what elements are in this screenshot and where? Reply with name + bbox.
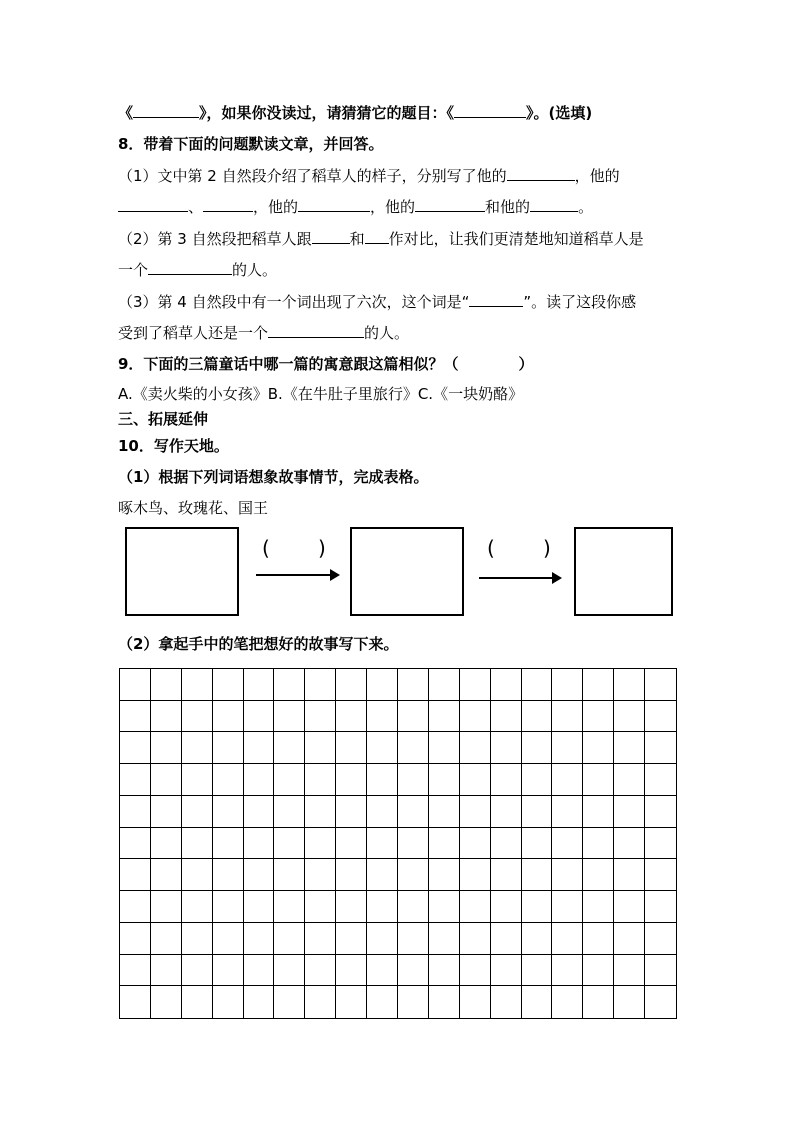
grid-cell[interactable] — [213, 828, 244, 860]
grid-cell[interactable] — [336, 955, 367, 987]
grid-cell[interactable] — [305, 891, 336, 923]
grid-cell[interactable] — [336, 669, 367, 701]
grid-cell[interactable] — [305, 669, 336, 701]
grid-cell[interactable] — [460, 828, 491, 860]
grid-cell[interactable] — [460, 701, 491, 733]
grid-cell[interactable] — [645, 669, 676, 701]
grid-cell[interactable] — [552, 796, 583, 828]
grid-cell[interactable] — [336, 764, 367, 796]
grid-cell[interactable] — [367, 732, 398, 764]
grid-cell[interactable] — [213, 955, 244, 987]
grid-cell[interactable] — [552, 828, 583, 860]
grid-cell[interactable] — [274, 669, 305, 701]
grid-cell[interactable] — [429, 859, 460, 891]
grid-cell[interactable] — [522, 701, 553, 733]
grid-cell[interactable] — [429, 764, 460, 796]
grid-cell[interactable] — [182, 828, 213, 860]
grid-cell[interactable] — [552, 955, 583, 987]
paren-close-1: ) — [318, 536, 326, 560]
grid-cell[interactable] — [614, 764, 645, 796]
grid-cell[interactable] — [645, 986, 676, 1018]
grid-cell[interactable] — [645, 859, 676, 891]
grid-cell[interactable] — [120, 701, 151, 733]
grid-cell[interactable] — [274, 796, 305, 828]
blank-kind-of-person[interactable] — [148, 259, 232, 275]
blank-person-quality[interactable] — [268, 322, 364, 338]
grid-cell[interactable] — [645, 701, 676, 733]
question-8-title: 8．带着下面的问题默读文章，并回答。 — [118, 135, 384, 153]
grid-cell[interactable] — [614, 986, 645, 1018]
grid-cell[interactable] — [583, 796, 614, 828]
grid-cell[interactable] — [120, 732, 151, 764]
grid-cell[interactable] — [491, 891, 522, 923]
grid-cell[interactable] — [305, 859, 336, 891]
grid-cell[interactable] — [182, 859, 213, 891]
grid-cell[interactable] — [583, 828, 614, 860]
grid-cell[interactable] — [336, 796, 367, 828]
grid-cell[interactable] — [305, 986, 336, 1018]
grid-cell[interactable] — [274, 891, 305, 923]
grid-cell[interactable] — [645, 796, 676, 828]
grid-cell[interactable] — [120, 764, 151, 796]
grid-cell[interactable] — [552, 732, 583, 764]
grid-cell[interactable] — [398, 891, 429, 923]
grid-cell[interactable] — [213, 891, 244, 923]
grid-cell[interactable] — [429, 986, 460, 1018]
grid-cell[interactable] — [398, 859, 429, 891]
grid-cell[interactable] — [398, 923, 429, 955]
grid-cell[interactable] — [491, 732, 522, 764]
grid-cell[interactable] — [645, 955, 676, 987]
grid-cell[interactable] — [429, 891, 460, 923]
grid-cell[interactable] — [645, 764, 676, 796]
q8-p1-line1: （1）文中第 2 自然段介绍了稻草人的样子，分别写了他的 ，他的 — [118, 167, 620, 185]
grid-cell[interactable] — [583, 923, 614, 955]
paren-close-2: ) — [543, 536, 551, 560]
grid-cell[interactable] — [460, 955, 491, 987]
grid-cell[interactable] — [274, 764, 305, 796]
grid-cell[interactable] — [244, 986, 275, 1018]
blank-appearance-3[interactable] — [203, 196, 253, 212]
grid-cell[interactable] — [367, 891, 398, 923]
grid-cell[interactable] — [274, 701, 305, 733]
grid-cell[interactable] — [244, 701, 275, 733]
paren-open-1: ( — [262, 536, 270, 560]
grid-cell[interactable] — [336, 986, 367, 1018]
grid-cell[interactable] — [367, 986, 398, 1018]
grid-cell[interactable] — [491, 986, 522, 1018]
grid-cell[interactable] — [244, 859, 275, 891]
grid-cell[interactable] — [244, 764, 275, 796]
grid-cell[interactable] — [274, 732, 305, 764]
grid-cell[interactable] — [552, 923, 583, 955]
grid-cell[interactable] — [274, 923, 305, 955]
grid-cell[interactable] — [244, 955, 275, 987]
grid-cell[interactable] — [182, 701, 213, 733]
grid-cell[interactable] — [367, 828, 398, 860]
question-9-title: 9．下面的三篇童话中哪一篇的寓意跟这篇相似？（ ） — [118, 355, 534, 373]
q8-p3-line2: 受到了稻草人还是一个 的人。 — [118, 324, 410, 342]
grid-cell[interactable] — [429, 796, 460, 828]
grid-cell[interactable] — [120, 859, 151, 891]
grid-cell[interactable] — [522, 923, 553, 955]
grid-cell[interactable] — [305, 955, 336, 987]
grid-cell[interactable] — [522, 859, 553, 891]
blank-title[interactable] — [133, 102, 199, 118]
grid-cell[interactable] — [583, 732, 614, 764]
plot-box-1[interactable] — [125, 527, 239, 616]
grid-cell[interactable] — [213, 669, 244, 701]
grid-cell[interactable] — [429, 701, 460, 733]
grid-cell[interactable] — [645, 828, 676, 860]
blank-appearance-4[interactable] — [298, 196, 370, 212]
grid-cell[interactable] — [336, 859, 367, 891]
grid-cell[interactable] — [552, 669, 583, 701]
grid-cell[interactable] — [305, 828, 336, 860]
grid-cell[interactable] — [244, 828, 275, 860]
line-title-guess: 《 》，如果你没读过，请猜猜它的题目：《 》。(选填) — [118, 104, 593, 122]
grid-cell[interactable] — [120, 923, 151, 955]
grid-cell[interactable] — [429, 923, 460, 955]
grid-cell[interactable] — [491, 955, 522, 987]
grid-cell[interactable] — [398, 796, 429, 828]
grid-cell[interactable] — [151, 828, 182, 860]
grid-cell[interactable] — [522, 732, 553, 764]
grid-cell[interactable] — [614, 796, 645, 828]
grid-cell[interactable] — [213, 764, 244, 796]
grid-cell[interactable] — [460, 796, 491, 828]
grid-cell[interactable] — [398, 764, 429, 796]
grid-cell[interactable] — [151, 764, 182, 796]
grid-cell[interactable] — [552, 891, 583, 923]
grid-cell[interactable] — [305, 732, 336, 764]
grid-cell[interactable] — [429, 828, 460, 860]
grid-cell[interactable] — [645, 923, 676, 955]
grid-cell[interactable] — [614, 701, 645, 733]
grid-cell[interactable] — [305, 796, 336, 828]
q8-p3-line1: （3）第 4 自然段中有一个词出现了六次，这个词是“ ”。读了这段你感 — [118, 293, 637, 311]
grid-cell[interactable] — [367, 796, 398, 828]
grid-cell[interactable] — [213, 732, 244, 764]
q8-p1-line2: 、 ，他的 ，他的 和他的 。 — [118, 196, 593, 217]
grid-cell[interactable] — [491, 828, 522, 860]
grid-cell[interactable] — [367, 701, 398, 733]
question-10-title: 10．写作天地。 — [118, 437, 229, 455]
grid-cell[interactable] — [305, 923, 336, 955]
grid-cell[interactable] — [398, 955, 429, 987]
grid-cell[interactable] — [614, 859, 645, 891]
blank-appearance-5[interactable] — [415, 196, 485, 212]
grid-cell[interactable] — [151, 669, 182, 701]
grid-cell[interactable] — [460, 669, 491, 701]
grid-cell[interactable] — [213, 986, 244, 1018]
blank-compare-1[interactable] — [312, 228, 350, 244]
grid-cell[interactable] — [182, 796, 213, 828]
grid-cell[interactable] — [522, 986, 553, 1018]
grid-cell[interactable] — [151, 859, 182, 891]
grid-cell[interactable] — [552, 986, 583, 1018]
grid-cell[interactable] — [120, 955, 151, 987]
blank-repeated-word[interactable] — [469, 291, 523, 307]
grid-cell[interactable] — [305, 701, 336, 733]
grid-cell[interactable] — [398, 732, 429, 764]
grid-cell[interactable] — [522, 669, 553, 701]
grid-cell[interactable] — [182, 923, 213, 955]
plot-box-2[interactable] — [350, 527, 464, 616]
grid-cell[interactable] — [491, 669, 522, 701]
grid-cell[interactable] — [583, 955, 614, 987]
grid-cell[interactable] — [522, 891, 553, 923]
arrow-right-icon — [479, 577, 560, 579]
grid-cell[interactable] — [398, 669, 429, 701]
blank-compare-2[interactable] — [365, 228, 389, 244]
grid-cell[interactable] — [151, 796, 182, 828]
grid-cell[interactable] — [151, 701, 182, 733]
q10-sub1: （1）根据下列词语想象故事情节，完成表格。 — [118, 468, 429, 486]
grid-cell[interactable] — [120, 796, 151, 828]
grid-cell[interactable] — [429, 955, 460, 987]
grid-cell[interactable] — [367, 669, 398, 701]
grid-cell[interactable] — [367, 764, 398, 796]
grid-cell[interactable] — [398, 986, 429, 1018]
grid-cell[interactable] — [552, 764, 583, 796]
grid-cell[interactable] — [460, 923, 491, 955]
arrow-right-icon — [256, 574, 338, 576]
grid-cell[interactable] — [182, 669, 213, 701]
grid-cell[interactable] — [120, 891, 151, 923]
grid-cell[interactable] — [213, 923, 244, 955]
grid-cell[interactable] — [336, 923, 367, 955]
grid-cell[interactable] — [614, 891, 645, 923]
grid-cell[interactable] — [274, 955, 305, 987]
grid-cell[interactable] — [645, 732, 676, 764]
grid-cell[interactable] — [151, 732, 182, 764]
grid-cell[interactable] — [151, 955, 182, 987]
grid-cell[interactable] — [460, 986, 491, 1018]
grid-cell[interactable] — [491, 701, 522, 733]
grid-cell[interactable] — [429, 669, 460, 701]
grid-cell[interactable] — [583, 764, 614, 796]
grid-cell[interactable] — [336, 732, 367, 764]
grid-cell[interactable] — [120, 986, 151, 1018]
grid-cell[interactable] — [336, 701, 367, 733]
blank-appearance-6[interactable] — [530, 196, 578, 212]
grid-cell[interactable] — [491, 923, 522, 955]
grid-cell[interactable] — [120, 669, 151, 701]
grid-cell[interactable] — [151, 891, 182, 923]
grid-cell[interactable] — [522, 955, 553, 987]
q10-words: 啄木鸟、玫瑰花、国王 — [118, 499, 269, 517]
grid-cell[interactable] — [583, 891, 614, 923]
grid-cell[interactable] — [614, 828, 645, 860]
grid-cell[interactable] — [244, 923, 275, 955]
grid-cell[interactable] — [645, 891, 676, 923]
grid-cell[interactable] — [244, 732, 275, 764]
blank-appearance-1[interactable] — [507, 165, 575, 181]
grid-cell[interactable] — [244, 669, 275, 701]
grid-cell[interactable] — [305, 764, 336, 796]
grid-cell[interactable] — [182, 955, 213, 987]
grid-cell[interactable] — [182, 891, 213, 923]
grid-cell[interactable] — [182, 764, 213, 796]
grid-cell[interactable] — [460, 859, 491, 891]
q8-p2-line2: 一个 的人。 — [118, 261, 278, 279]
grid-cell[interactable] — [244, 796, 275, 828]
grid-cell[interactable] — [367, 955, 398, 987]
grid-cell[interactable] — [274, 986, 305, 1018]
grid-cell[interactable] — [213, 796, 244, 828]
grid-cell[interactable] — [274, 828, 305, 860]
grid-cell[interactable] — [614, 669, 645, 701]
grid-cell[interactable] — [552, 859, 583, 891]
q9-options: A.《卖火柴的小女孩》B.《在牛肚子里旅行》C.《一块奶酪》 — [118, 385, 524, 403]
grid-cell[interactable] — [583, 859, 614, 891]
grid-cell[interactable] — [336, 891, 367, 923]
grid-cell[interactable] — [460, 764, 491, 796]
section-3-title: 三、拓展延伸 — [118, 410, 209, 428]
grid-cell[interactable] — [522, 764, 553, 796]
grid-cell[interactable] — [398, 701, 429, 733]
grid-cell[interactable] — [151, 923, 182, 955]
grid-cell[interactable] — [367, 859, 398, 891]
grid-cell[interactable] — [460, 732, 491, 764]
grid-cell[interactable] — [151, 986, 182, 1018]
grid-cell[interactable] — [213, 701, 244, 733]
grid-cell[interactable] — [336, 828, 367, 860]
grid-cell[interactable] — [614, 732, 645, 764]
plot-box-3[interactable] — [574, 527, 673, 616]
grid-cell[interactable] — [614, 923, 645, 955]
grid-cell[interactable] — [398, 828, 429, 860]
blank-guess-title[interactable] — [454, 102, 526, 118]
grid-cell[interactable] — [182, 986, 213, 1018]
writing-grid — [119, 668, 677, 1019]
grid-cell[interactable] — [583, 986, 614, 1018]
grid-cell[interactable] — [367, 923, 398, 955]
blank-appearance-2[interactable] — [118, 196, 188, 212]
grid-cell[interactable] — [244, 891, 275, 923]
grid-cell[interactable] — [213, 859, 244, 891]
grid-cell[interactable] — [491, 859, 522, 891]
grid-cell[interactable] — [522, 828, 553, 860]
grid-cell[interactable] — [120, 828, 151, 860]
grid-cell[interactable] — [583, 669, 614, 701]
grid-cell[interactable] — [429, 732, 460, 764]
paren-open-2: ( — [487, 536, 495, 560]
q8-p2-line1: （2）第 3 自然段把稻草人跟 和 作对比，让我们更清楚地知道稻草人是 — [118, 230, 644, 248]
q10-sub2: （2）拿起手中的笔把想好的故事写下来。 — [118, 635, 399, 653]
grid-cell[interactable] — [491, 764, 522, 796]
grid-cell[interactable] — [552, 701, 583, 733]
grid-cell[interactable] — [274, 859, 305, 891]
grid-cell[interactable] — [583, 701, 614, 733]
grid-cell[interactable] — [460, 891, 491, 923]
grid-cell[interactable] — [522, 796, 553, 828]
grid-cell[interactable] — [182, 732, 213, 764]
grid-cell[interactable] — [614, 955, 645, 987]
grid-cell[interactable] — [491, 796, 522, 828]
